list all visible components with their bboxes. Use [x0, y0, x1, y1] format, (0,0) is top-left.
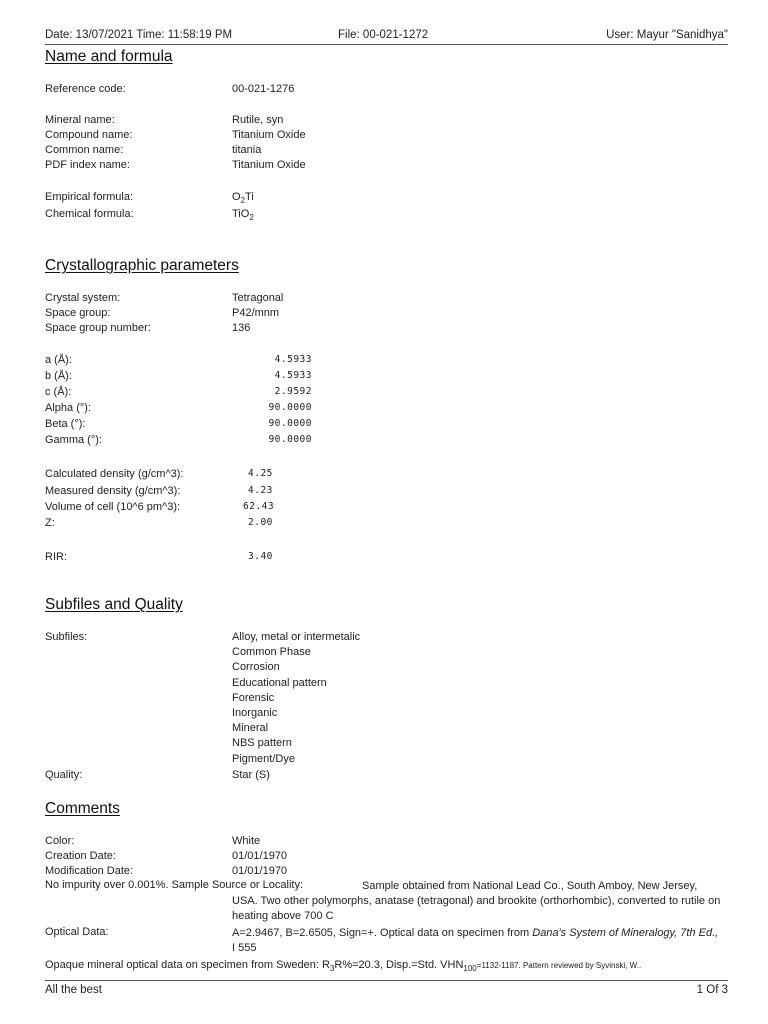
list-item: Corrosion — [232, 661, 280, 674]
label: Optical Data: — [45, 926, 109, 938]
label: No impurity over 0.001%. Sample Source or Locality: — [45, 879, 304, 891]
section-title-subfiles: Subfiles and Quality — [45, 596, 183, 613]
label: Quality: — [45, 769, 83, 781]
value: Tetragonal — [232, 292, 284, 304]
list-item: Common Phase — [232, 646, 311, 659]
value: TiO$_2$ — [232, 208, 254, 222]
header-file: File: 00-021-1272 — [338, 29, 429, 41]
value: 00-021-1276 — [232, 83, 295, 95]
label: PDF index name: — [45, 159, 130, 171]
row-optical-data — [45, 926, 735, 956]
subfiles-list — [232, 630, 360, 767]
value: 62.43 — [243, 501, 275, 512]
value: Titanium Oxide — [232, 129, 306, 141]
label: Measured density (g/cm^3): — [45, 485, 181, 497]
label: Compound name: — [45, 129, 133, 141]
label: Reference code: — [45, 83, 126, 95]
list-item: Mineral — [232, 722, 269, 735]
label: Space group number: — [45, 322, 151, 334]
value: 4.5933 — [274, 370, 312, 381]
list-item: Pigment/Dye — [232, 752, 295, 765]
value: A=2.9467, B=2.6505, Sign=+. Optical data on specimen from Dana's System of Mineralogy, 7th Ed., I 555 — [232, 927, 719, 954]
label: Gamma (°): — [45, 434, 102, 446]
list-item: Inorganic — [232, 707, 278, 720]
label: Z: — [45, 517, 55, 529]
value: 90.0000 — [268, 434, 312, 445]
value: $O_2Ti$ — [232, 191, 254, 205]
value: 136 — [232, 322, 251, 334]
label: Beta (°): — [45, 418, 86, 430]
label: c (Å): — [45, 386, 72, 398]
value: 90.0000 — [268, 418, 312, 429]
header-date: Date: 13/07/2021 Time: 11:58:19 PM — [45, 29, 233, 41]
label: Modification Date: — [45, 865, 134, 877]
value: 4.5933 — [274, 354, 312, 365]
label: b (Å): — [45, 370, 72, 382]
value: 4.23 — [248, 485, 273, 496]
section-title-comments: Comments — [45, 800, 120, 817]
label: Alpha (°): — [45, 402, 91, 414]
value: Titanium Oxide — [232, 159, 306, 171]
label: a (Å): — [45, 354, 72, 366]
list-item: NBS pattern — [232, 737, 292, 750]
value: titania — [232, 144, 262, 156]
value: Opaque mineral optical data on specimen from Sweden: $R_3R\%=20.3$, Disp.=Std. $VHN_{100}=1132-1187$. Pattern reviewed by Syvinski, W.. — [45, 959, 642, 973]
value: P42/mnm — [232, 307, 280, 319]
value: 4.25 — [248, 468, 273, 479]
section-title-name-formula: Name and formula — [45, 48, 173, 65]
value: 2.9592 — [274, 386, 312, 397]
label: Space group: — [45, 307, 111, 319]
section-title-crystallographic: Crystallographic parameters — [45, 257, 239, 274]
list-item: Forensic — [232, 691, 275, 704]
page-header — [45, 28, 728, 45]
label: Volume of cell (10^6 pm^3): — [45, 501, 181, 513]
value: Star (S) — [232, 769, 270, 781]
page-number: 1 Of 3 — [696, 984, 728, 996]
page-footer — [45, 980, 728, 1001]
row-impurity — [45, 879, 735, 924]
value: 3.40 — [248, 551, 273, 562]
value: 01/01/1970 — [232, 865, 288, 877]
value: Sample obtained from National Lead Co., South Amboy, New Jersey, USA. Two other polymorphs, anatase (tetragonal) and brookite (orthorhombic), converted to rutile on heating above 700 C — [232, 880, 721, 922]
value: Rutile, syn — [232, 114, 284, 126]
list-item: Educational pattern — [232, 676, 327, 689]
label: Creation Date: — [45, 850, 116, 862]
label: Crystal system: — [45, 292, 121, 304]
label: Mineral name: — [45, 114, 115, 126]
list-item: Alloy, metal or intermetalic — [232, 631, 361, 643]
label: Calculated density (g/cm^3): — [45, 468, 184, 480]
footer-left: All the best — [45, 984, 102, 996]
label: RIR: — [45, 551, 67, 563]
label: Subfiles: — [45, 631, 88, 643]
value: 2.00 — [248, 517, 273, 528]
label: Chemical formula: — [45, 208, 134, 220]
row-opaque-data — [45, 958, 735, 972]
label: Color: — [45, 835, 75, 847]
header-user: User: Mayur "Sanidhya" — [606, 29, 728, 41]
value: White — [232, 835, 261, 847]
label: Empirical formula: — [45, 191, 134, 203]
value: 01/01/1970 — [232, 850, 288, 862]
label: Common name: — [45, 144, 124, 156]
value: 90.0000 — [268, 402, 312, 413]
